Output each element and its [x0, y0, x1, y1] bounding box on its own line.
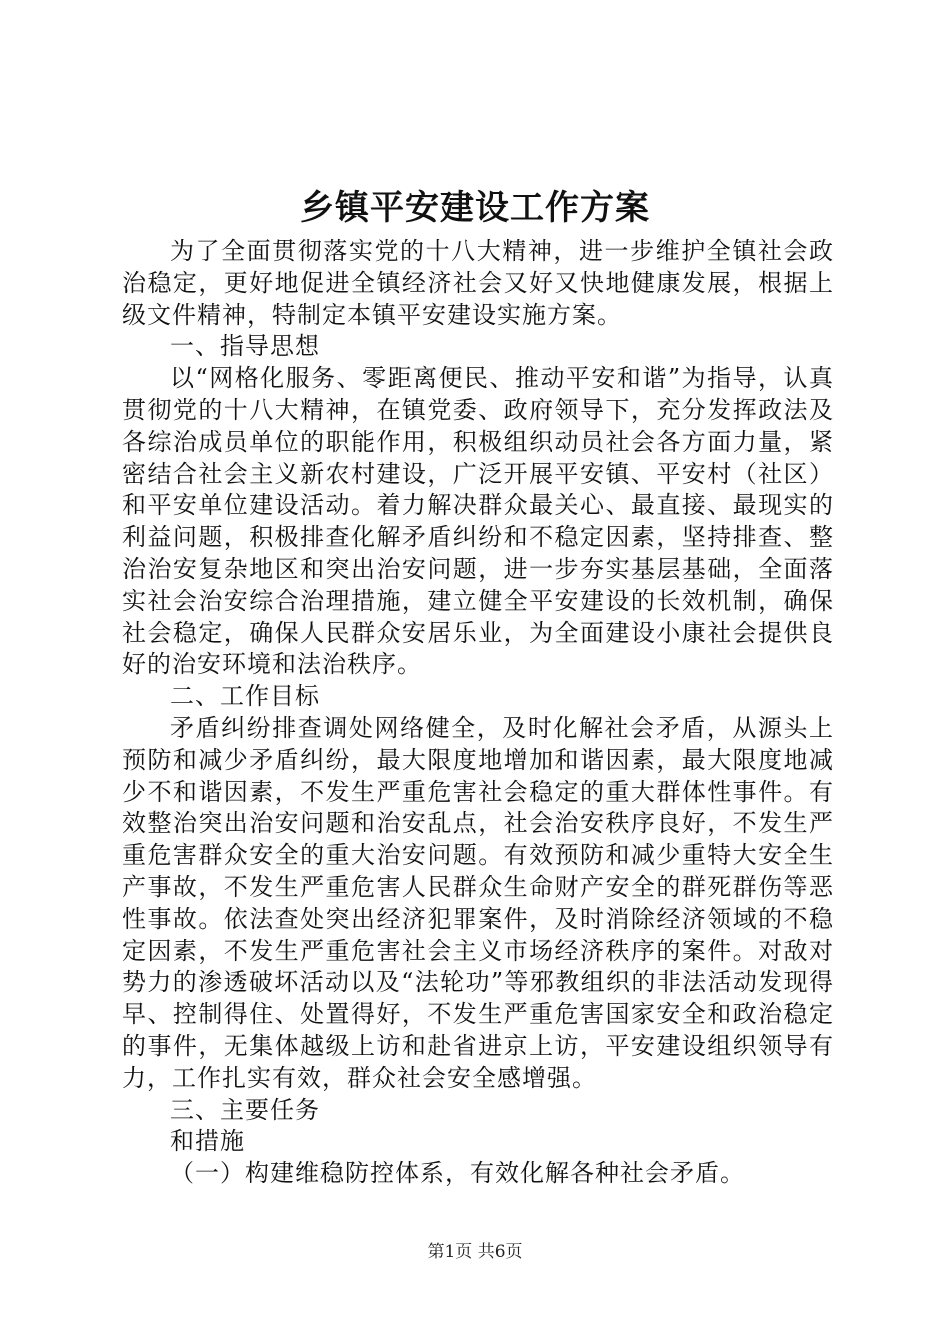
- section-heading-main-tasks-continued: 和措施: [170, 1127, 245, 1156]
- guiding-ideology-paragraph: 以“网格化服务、零距离便民、推动平安和谐”为指导，认真贯彻党的十八大精神，在镇党委、政府领导下，充分发挥政法及各综治成员单位的职能作用，积极组织动员社会各方面力量，紧密结合社会主义新农村建设，广泛开展平安镇、平安村（社区）和平安单位建设活动。着力解决群众最关心、最直接、最现实的利益问题，积极排查化解矛盾纠纷和不稳定因素，坚持排查、整治治安复杂地区和突出治安问题，进一步夯实基层基础，全面落实社会治安综合治理措施，建立健全平安建设的长效机制，确保社会稳定，确保人民群众安居乐业，为全面建设小康社会提供良好的治安环境和法治秩序。: [122, 364, 834, 679]
- section-heading-work-goals: 二、工作目标: [170, 682, 320, 711]
- page-number-footer: 第1页 共6页: [427, 1242, 523, 1262]
- subsection-heading-1: （一）构建维稳防控体系，有效化解各种社会矛盾。: [170, 1159, 745, 1188]
- work-goals-paragraph: 矛盾纠纷排查调处网络健全，及时化解社会矛盾，从源头上预防和减少矛盾纠纷，最大限度地增加和谐因素，最大限度地减少不和谐因素，不发生严重危害社会稳定的重大群体性事件。有效整治突出治安问题和治安乱点，社会治安秩序良好，不发生严重危害群众安全的重大治安问题。有效预防和减少重特大安全生产事故，不发生严重危害人民群众生命财产安全的群死群伤等恶性事故。依法查处突出经济犯罪案件，及时消除经济领域的不稳定因素，不发生严重危害社会主义市场经济秩序的案件。对敌对势力的渗透破坏活动以及“法轮功”等邪教组织的非法活动发现得早、控制得住、处置得好，不发生严重危害国家安全和政治稳定的事件，无集体越级上访和赴省进京上访，平安建设组织领导有力，工作扎实有效，群众社会安全感增强。: [122, 713, 834, 1092]
- section-heading-guiding-ideology: 一、指导思想: [170, 332, 320, 361]
- document-title: 乡镇平安建设工作方案: [300, 188, 650, 228]
- intro-paragraph: 为了全面贯彻落实党的十八大精神，进一步维护全镇社会政治稳定，更好地促进全镇经济社会又好又快地健康发展，根据上级文件精神，特制定本镇平安建设实施方案。: [122, 237, 834, 329]
- document-body: [122, 236, 834, 1190]
- section-heading-main-tasks: 三、主要任务: [170, 1095, 320, 1124]
